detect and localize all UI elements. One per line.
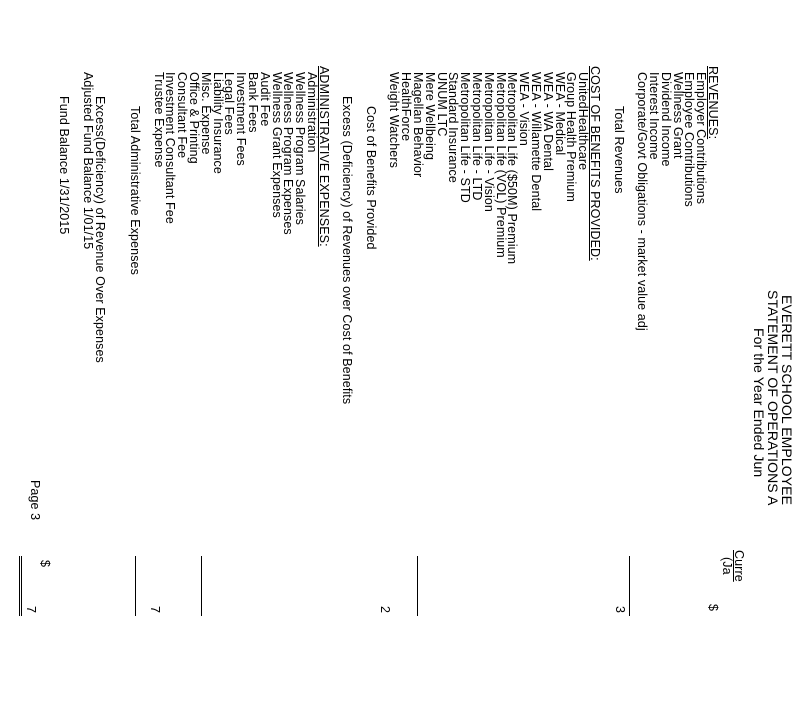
- statement-title: STATEMENT OF OPERATIONS A: [765, 290, 781, 506]
- excess-expenses-amount: 7: [148, 606, 162, 614]
- excess-benefits-amount: 2: [378, 606, 392, 614]
- org-title: EVERETT SCHOOL EMPLOYEE: [779, 295, 795, 506]
- excess-over-benefits-label: Excess (Deficiency) of Revenues over Cost of Benefits: [340, 96, 355, 405]
- adjusted-fund-balance-label: Adjusted Fund Balance 1/01/15: [80, 72, 95, 250]
- revenue-item: Dividend Income: [658, 72, 673, 167]
- benefit-item: Standard Insurance: [446, 72, 461, 183]
- page-number: Page 3: [28, 480, 42, 521]
- benefit-item: Metropolitan Life - LTD: [470, 72, 485, 201]
- revenues-title: REVENUES:: [706, 66, 720, 140]
- admin-item: Consultant Fee: [175, 72, 190, 159]
- benefit-item: Metropolitan Life ($50M) Premium: [505, 72, 520, 265]
- admin-item: Wellness Grant Expenses: [269, 72, 284, 218]
- benefit-item: Mere Wellbeing: [422, 72, 437, 161]
- benefit-item: HealthForce: [399, 72, 414, 142]
- admin-item: Investment Consultant Fee: [163, 72, 178, 224]
- benefit-item: Group Health Premium: [564, 72, 579, 202]
- benefit-item: Weight Watchers: [387, 72, 402, 168]
- admin-item: Audit Fee: [257, 72, 272, 127]
- cost-of-benefits-label: Cost of Benefits Provided: [363, 106, 378, 250]
- column-sublabel: (Ja: [720, 557, 735, 575]
- benefit-item: WEA - Vision: [517, 72, 532, 146]
- cost-of-benefits-rule: [417, 556, 418, 616]
- admin-item: Liability Insurance: [210, 72, 225, 174]
- benefit-item: WEA - Medical: [552, 72, 567, 156]
- revenue-item: Corporate/Govt Obligations - market value adj: [635, 72, 650, 331]
- benefits-title: COST OF BENEFITS PROVIDED:: [588, 66, 603, 261]
- admin-item: Administration: [304, 72, 319, 153]
- fund-dollar-sign: $: [38, 560, 52, 568]
- revenue-item: Employer Contributions: [694, 72, 709, 205]
- admin-item: Office & Printing: [186, 72, 201, 164]
- adjusted-balance-rule: [135, 556, 136, 616]
- revenue-item: Employee Contributions: [682, 72, 697, 207]
- fund-balance-double-rule: [19, 556, 22, 616]
- benefit-item: Metropolitan Life - STD: [458, 72, 473, 203]
- admin-item: Bank Fees: [245, 72, 260, 133]
- line-items: [57, 66, 718, 404]
- total-admin-rule: [201, 556, 202, 616]
- benefit-item: UNUM LTC: [434, 72, 449, 137]
- revenue-item: Interest Income: [647, 72, 662, 160]
- benefit-item: WEA - WA Dental: [540, 72, 555, 171]
- benefit-item: Metropolitan Life - Vision: [481, 72, 496, 212]
- admin-title: ADMINISTRATIVE EXPENSES:: [316, 66, 331, 247]
- period-title: For the Year Ended Jun: [751, 328, 767, 478]
- total-revenues-rule: [629, 556, 630, 616]
- benefit-item: Metropolitan Life (VOL) Premium: [493, 72, 508, 258]
- column-header: [720, 550, 744, 582]
- admin-item: Wellness Program Salaries: [293, 72, 308, 226]
- benefit-item: WEA - Willamette Dental: [529, 72, 544, 212]
- revenue-item: Wellness Grant: [670, 72, 685, 159]
- total-revenues-label: Total Revenues: [611, 106, 626, 194]
- excess-over-expenses-label: Excess(Deficiency) of Revenue Over Expenses: [92, 96, 107, 363]
- total-revenues-amount: 3: [613, 606, 627, 614]
- fund-balance-amount: 7: [24, 606, 38, 614]
- admin-item: Trustee Expense: [151, 72, 166, 168]
- fund-balance-label: Fund Balance 1/31/2015: [57, 96, 72, 235]
- column-label: Curre: [732, 550, 746, 582]
- admin-item: Legal Fees: [222, 72, 237, 135]
- admin-item: Misc. Expense: [198, 72, 213, 155]
- total-admin-label: Total Administrative Expenses: [127, 106, 142, 275]
- admin-item: Investment Fees: [234, 72, 249, 166]
- revenue-dollar-sign: $: [706, 604, 720, 612]
- benefit-item: Magellan Behavior: [411, 72, 426, 178]
- benefit-item: UnitedHealthcare: [576, 72, 591, 171]
- admin-item: Wellness Program Expenses: [281, 72, 296, 235]
